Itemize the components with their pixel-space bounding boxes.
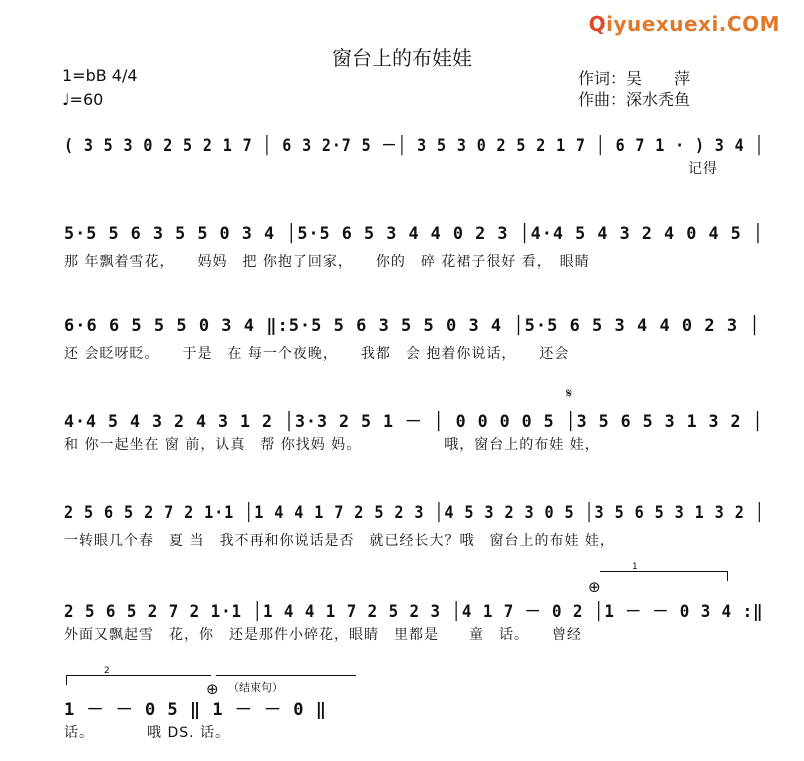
watermark-lead: Q	[588, 12, 607, 36]
lyric-row-6: 话。 哦 DS. 话。	[64, 725, 231, 741]
volta-1-bracket	[600, 571, 728, 572]
composer-credit: 作曲：深水秃鱼	[578, 90, 691, 109]
volta-1-end	[727, 571, 728, 581]
lyric-row-4: 一转眼几个春 夏 当 我不再和你说话是否 就已经长大？哦 窗台上的布娃 娃，	[64, 533, 615, 549]
notation-row-4: 2 5 6 5 2 7 2 1·1 │1 4 4 1 7 2 5 2 3 │4 5 3 2 3 0 5 │3 5 6 5 3 1 3 2 │	[64, 503, 765, 523]
volta-2-start	[66, 675, 67, 685]
quarter-note-icon: ♩	[62, 90, 70, 109]
lyric-row-2: 还 会眨呀眨。 于是 在 每一个夜晚， 我都 会 抱着你说话， 还会	[64, 346, 570, 362]
ending-bracket	[216, 675, 356, 676]
coda-icon: ⊕	[588, 578, 601, 596]
notation-row-2: 6·6 6 5 5 5 0 3 4 ‖:5·5 5 6 3 5 5 0 3 4 │5·5 6 5 3 4 4 0 2 3 │	[64, 316, 761, 336]
site-watermark	[589, 12, 780, 36]
tempo-value: =60	[69, 90, 104, 109]
lyric-row-intro: 记得	[688, 161, 718, 177]
segno-icon: 𝄋	[566, 386, 573, 402]
coda-icon-ending: ⊕	[206, 680, 219, 698]
volta-2-number: 2	[104, 666, 110, 676]
volta-2-bracket	[66, 675, 211, 676]
ending-phrase-label: （结束句）	[228, 681, 283, 694]
song-title: 窗台上的布娃娃	[332, 46, 472, 70]
notation-row-intro: ( 3 5 3 0 2 5 2 1 7 │ 6 3 2·7 5 －│ 3 5 3 0 2 5 2 1 7 │ 6 7 1 · ) 3 4 │	[64, 136, 765, 156]
notation-row-1: 5·5 5 6 3 5 5 0 3 4 │5·5 6 5 3 4 4 0 2 3 │4·4 5 4 3 2 4 0 4 5 │	[64, 224, 765, 244]
lyric-row-5: 外面又飘起雪 花，你 还是那件小碎花，眼睛 里都是 童 话。 曾经	[64, 627, 582, 643]
notation-row-5: 2 5 6 5 2 7 2 1·1 │1 4 4 1 7 2 5 2 3 │4 1 7 － 0 2 │1 － － 0 3 4 :‖	[64, 602, 764, 622]
tempo-marking	[62, 90, 103, 109]
key-signature: 1=bB 4/4	[62, 66, 138, 85]
lyric-row-1: 那 年飘着雪花， 妈妈 把 你抱了回家， 你的 碎 花裙子很好 看， 眼睛	[64, 254, 590, 270]
lyricist-credit: 作词：吴 萍	[578, 69, 691, 88]
watermark-rest: iyuexuexi.COM	[606, 12, 780, 36]
lyric-row-3: 和 你一起坐在 窗 前，认真 帮 你找妈 妈。 哦，窗台上的布娃 娃，	[64, 437, 600, 453]
notation-row-6: 1 － － 0 5 ‖ 1 － － 0 ‖	[64, 700, 327, 720]
volta-1-number: 1	[632, 562, 638, 572]
notation-row-3: 4·4 5 4 3 2 4 3 1 2 │3·3 2 5 1 － │ 0 0 0 0 5 │3 5 6 5 3 1 3 2 │	[64, 412, 764, 432]
